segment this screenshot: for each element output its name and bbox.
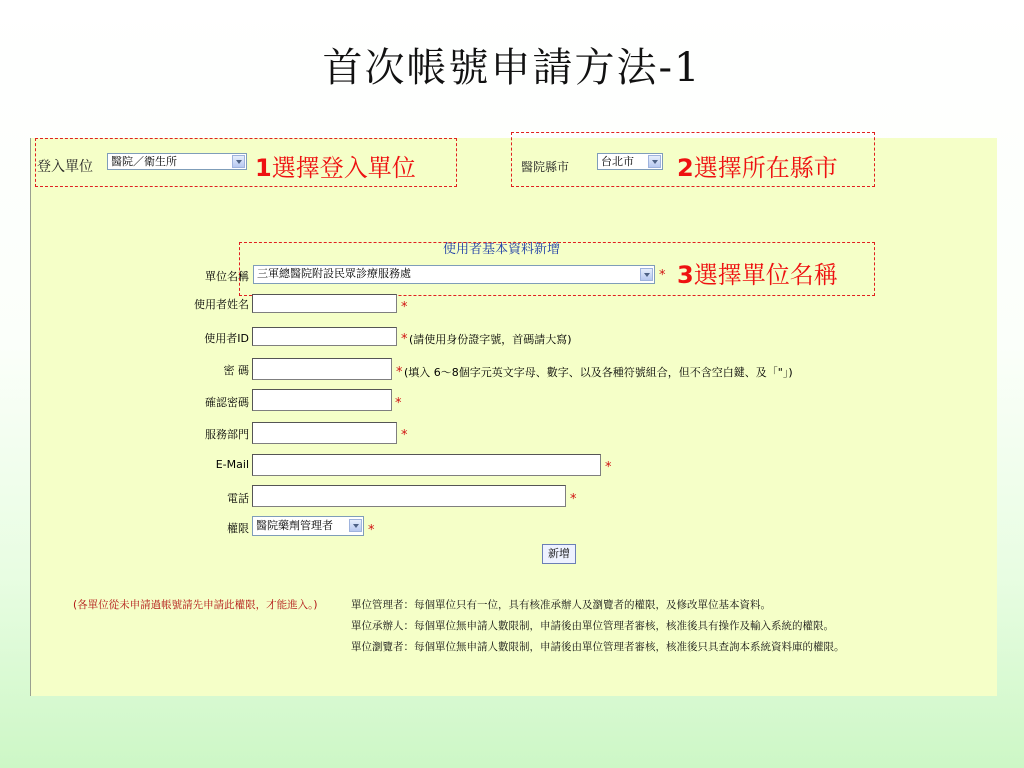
annotation-1-number: 1 [255, 154, 272, 182]
annotation-2-number: 2 [677, 154, 694, 182]
required-mark: * [570, 492, 577, 507]
user-id-label: 使用者ID [204, 332, 249, 345]
unit-name-label: 單位名稱 [205, 270, 249, 283]
phone-label: 電話 [227, 492, 249, 505]
annotation-2-text: 選擇所在縣市 [693, 154, 838, 182]
chevron-down-icon [640, 268, 653, 281]
required-mark: * [401, 300, 408, 315]
slide-title: 首次帳號申請方法-1 [322, 45, 702, 91]
login-unit-value: 醫院／衛生所 [111, 155, 177, 168]
email-label: E-Mail [215, 458, 249, 471]
form-panel [30, 138, 997, 696]
required-mark: * [401, 428, 408, 443]
chevron-down-icon [349, 519, 362, 532]
annotation-1-text: 選擇登入單位 [271, 154, 416, 182]
email-input[interactable] [252, 454, 601, 476]
department-input[interactable] [252, 422, 397, 444]
required-mark: * [401, 332, 408, 347]
user-id-input[interactable] [252, 327, 397, 346]
unit-name-select[interactable] [253, 265, 655, 284]
phone-input[interactable] [252, 485, 566, 507]
required-mark: * [396, 365, 403, 380]
login-unit-label: 登入單位 [37, 159, 93, 175]
user-name-label: 使用者姓名 [194, 298, 249, 311]
role-select[interactable] [252, 516, 364, 536]
annotation-3-number: 3 [677, 261, 694, 289]
role-description: 單位承辦人：每個單位無申請人數限制，申請後由單位管理者審核，核准後具有操作及輸入系統的權限。 [351, 620, 834, 632]
password-input[interactable] [252, 358, 392, 380]
department-label: 服務部門 [205, 428, 249, 441]
county-value: 台北市 [601, 155, 634, 168]
required-mark: * [368, 523, 375, 538]
confirm-password-input[interactable] [252, 389, 392, 411]
role-value: 醫院藥劑管理者 [256, 519, 333, 532]
role-description: 單位管理者：每個單位只有一位，具有核准承辦人及瀏覽者的權限，及修改單位基本資料。 [351, 599, 771, 611]
unit-name-value: 三軍總醫院附設民眾診療服務處 [257, 267, 411, 280]
role-label: 權限 [227, 522, 249, 535]
submit-button[interactable]: 新增 [542, 544, 576, 564]
password-label: 密 碼 [223, 364, 249, 377]
annotation-3-text: 選擇單位名稱 [693, 261, 838, 289]
required-mark: * [605, 460, 612, 475]
confirm-password-label: 確認密碼 [205, 396, 249, 409]
county-label: 醫院縣市 [521, 160, 570, 174]
user-id-hint: (請使用身份證字號，首碼請大寫) [409, 333, 572, 346]
form-title: 使用者基本資料新增 [443, 242, 561, 257]
required-mark: * [395, 396, 402, 411]
annotation-2 [677, 148, 838, 183]
annotation-3 [677, 255, 838, 290]
password-hint: (填入 6～8個字元英文字母、數字、以及各種符號組合，但不含空白鍵、及「"」) [404, 366, 793, 379]
user-name-input[interactable] [252, 294, 397, 313]
role-description: 單位瀏覽者：每個單位無申請人數限制，申請後由單位管理者審核，核准後只具查詢本系統資料庫的權限。 [351, 641, 845, 653]
warning-note: (各單位從未申請過帳號請先申請此權限，才能進入。) [73, 599, 318, 611]
annotation-1 [255, 148, 416, 183]
required-mark: * [659, 268, 666, 283]
